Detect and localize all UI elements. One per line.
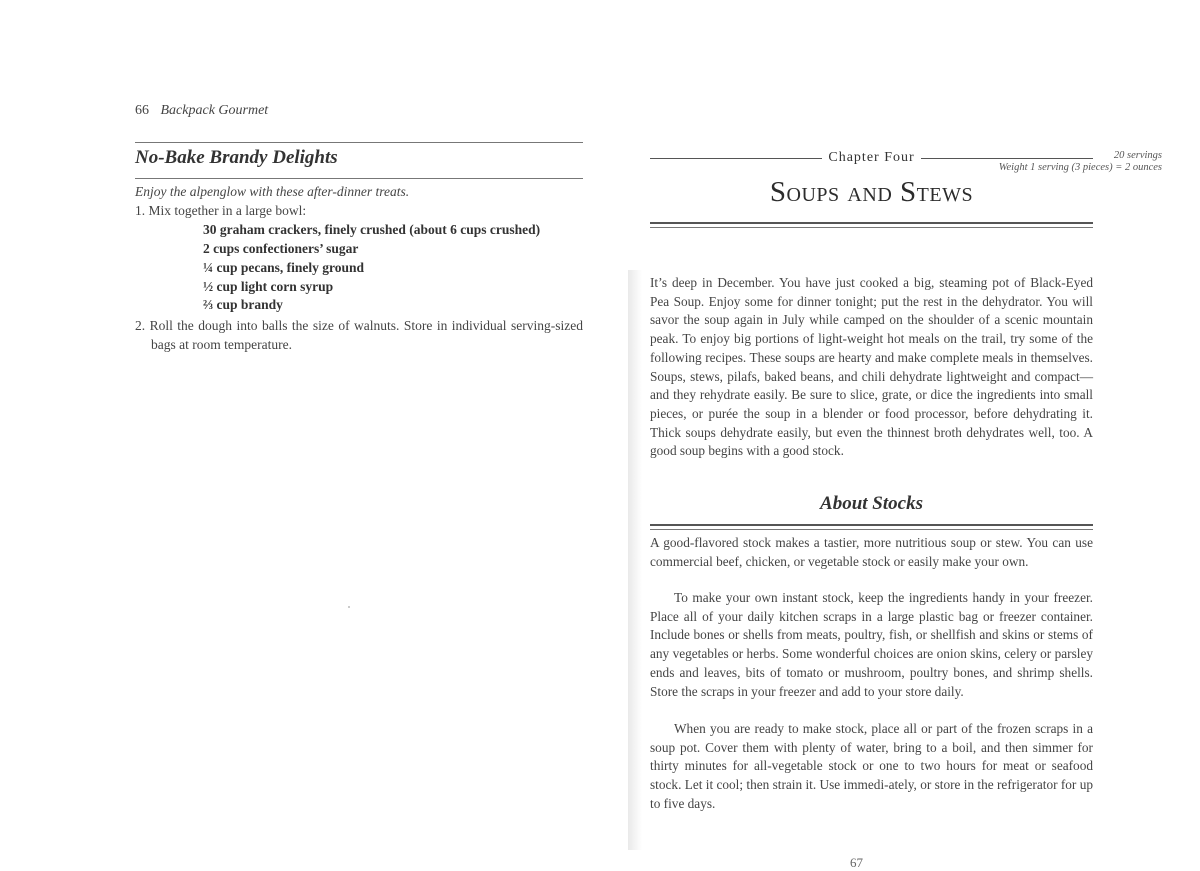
chapter-label (650, 148, 1093, 168)
section-title-rule (650, 524, 1093, 530)
recipe-body (135, 183, 583, 354)
gutter-shadow (628, 270, 642, 850)
running-head (135, 103, 268, 119)
recipe-title: No-Bake Brandy Delights (135, 147, 338, 168)
body-paragraph: A good-flavored stock makes a tastier, more nutritious soup or stew. You can use commercial beef, chicken, or vegetable stock or easily make your own. (650, 535, 1093, 569)
ingredient-item: 2 cups confectioners’ sugar (203, 241, 359, 257)
running-title: Backpack Gourmet (160, 103, 269, 118)
recipe-step-2: 2. Roll the dough into balls the size of walnuts. Store in individual serving-sized bags at room temperature. (135, 317, 583, 352)
recipe-top-rule (135, 142, 583, 143)
page-number-right: 67 (850, 855, 863, 870)
chapter-label-rule-left (650, 158, 822, 159)
section-title: About Stocks (820, 493, 923, 514)
chapter-title-rule (650, 222, 1093, 228)
ingredient-list (203, 221, 583, 315)
body-paragraph: When you are ready to make stock, place all or part of the frozen scraps in a soup pot. Cover them with plenty of water, bring to a boil, and then simmer for thirty minutes for all-vegetable stock or one to two hours for meat or seafood stock. Let it cool; then strain it. Use immedi-ately, or store in the refrigerator for up to five days. (650, 721, 1093, 811)
recipe-servings: 20 servings (1113, 150, 1162, 161)
recipe-step-1: 1. Mix together in a large bowl: (135, 202, 307, 218)
chapter-label-rule-right (921, 158, 1093, 159)
ingredient-item: 30 graham crackers, finely crushed (about 6 cups crushed) (203, 222, 541, 238)
body-paragraph: To make your own instant stock, keep the ingredients handy in your freezer. Place all of your daily kitchen scraps in a large plastic bag or freezer container. Include bones or shells from meats, poultry, fish, or shellfish and skins or stems of any vegetables or herbs. Some wonderful choices are onion skins, celery or parsley ends and leaves, bits of tomato or mushroom, poultry bones, and shrimp shells. Store the scraps in your freezer and add to your store daily. (650, 590, 1093, 699)
chapter-title: Soups and Stews (769, 176, 974, 208)
page-number-left: 66 (135, 103, 149, 118)
ingredient-item: ¼ cup pecans, finely ground (203, 259, 365, 275)
recipe-weight: Weight 1 serving (3 pieces) = 2 ounces (998, 162, 1162, 173)
intro-paragraph: It’s deep in December. You have just cooked a big, steaming pot of Black-Eyed Pea Soup. Enjoy some for dinner tonight; put the rest in the dehydrator. You will savor the soup again in July while camped on the shoulder of a scenic mountain peak. To enjoy big portions of light-weight hot meals on the trail, try some of the following recipes. These soups are hearty and make complete meals in themselves. Soups, stews, pilafs, baked beans, and chili dehydrate lightweight and compact—and they rehydrate easily. Be sure to slice, grate, or dice the ingredients into small pieces, or purée the soup in a blender or food processor, before dehydrating it. Thick soups dehydrate easily, but even the thinnest broth dehydrates well, too. A good soup begins with a good stock. (650, 275, 1093, 459)
paper-speck (348, 606, 350, 608)
chapter-label-text: Chapter Four (828, 150, 915, 165)
ingredient-item: ½ cup light corn syrup (203, 278, 334, 294)
recipe-bottom-rule (135, 178, 583, 179)
ingredient-item: ⅔ cup brandy (203, 297, 283, 313)
recipe-intro: Enjoy the alpenglow with these after-dinner treats. (135, 184, 410, 199)
